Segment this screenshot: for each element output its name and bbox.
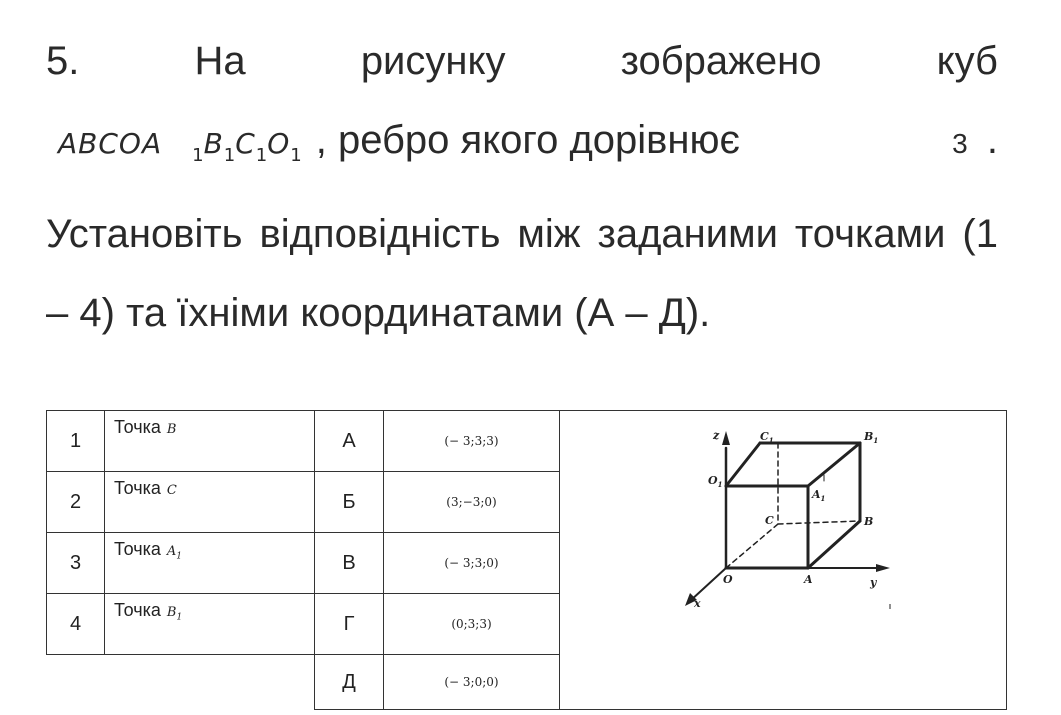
problem-number: 5.: [46, 39, 80, 83]
word: На: [194, 39, 246, 83]
point-name: C: [166, 483, 177, 498]
vertex-label-a1: $A_1$: [812, 487, 826, 503]
point-name: B: [166, 422, 177, 437]
edge-value: 3: [952, 128, 968, 159]
point-label: Точка $B_1$: [105, 594, 315, 655]
axis-label-z: z: [713, 428, 720, 442]
option-coord: (0;3;3): [384, 594, 560, 655]
point-name: $B_1$: [166, 605, 183, 623]
line-2-period: .: [986, 118, 998, 162]
point-label: Точка C: [105, 472, 315, 533]
problem-statement: [46, 22, 998, 353]
option-coord: (− 3;3;3): [384, 411, 560, 472]
vertex-label-c: C: [765, 513, 774, 527]
edge-c-b: [778, 521, 860, 524]
matching-table: [46, 410, 1007, 710]
option-letter: А: [315, 411, 384, 472]
cube-figure-cell: [560, 411, 1007, 710]
problem-line-2: [46, 101, 998, 195]
option-coord: (− 3;3;0): [384, 533, 560, 594]
vertex-label-a: A: [804, 572, 813, 586]
y-arrow-icon: [876, 564, 890, 572]
axis-label-y: y: [870, 575, 877, 589]
cube-name: ABCOA $_1B_1C_1O_1$: [58, 127, 302, 166]
point-label: Точка $A_1$: [105, 533, 315, 594]
axis-label-x: x: [694, 596, 701, 610]
z-arrow-icon: [722, 431, 730, 445]
point-number: 1: [47, 411, 105, 472]
vertex-label-o: O: [723, 572, 733, 586]
option-letter: В: [315, 533, 384, 594]
word: рисунку: [360, 39, 506, 83]
word: куб: [936, 39, 998, 83]
problem-instruction: Установіть відповідність між заданими точками (1 – 4) та їхніми координатами (А – Д).: [46, 212, 998, 335]
edge-a1-b1: [808, 443, 860, 486]
point-name: $A_1$: [166, 544, 182, 562]
option-coord: (− 3;0;0): [384, 655, 560, 710]
vertex-label-b: B: [864, 514, 874, 528]
option-coord: (3;−3;0): [384, 472, 560, 533]
edge-o1-c1: [726, 443, 760, 486]
edge-a-b: [808, 521, 860, 568]
point-number: 3: [47, 533, 105, 594]
problem-line-2-text: , ребро якого дорівнює: [315, 118, 740, 162]
vertex-label-c1: $C_1$: [760, 429, 774, 445]
option-letter: Б: [315, 472, 384, 533]
problem-line-1: [46, 22, 998, 101]
edge-o-c: [726, 524, 778, 568]
table-row: [47, 411, 1007, 472]
vertex-label-b1: $B_1$: [864, 429, 879, 445]
word: зображено: [620, 39, 822, 83]
point-number: 2: [47, 472, 105, 533]
option-letter: Д: [315, 655, 384, 710]
vertex-label-o1: $O_1$: [708, 473, 723, 489]
option-letter: Г: [315, 594, 384, 655]
cube-figure: [560, 423, 1006, 698]
point-label: Точка B: [105, 411, 315, 472]
point-number: 4: [47, 594, 105, 655]
